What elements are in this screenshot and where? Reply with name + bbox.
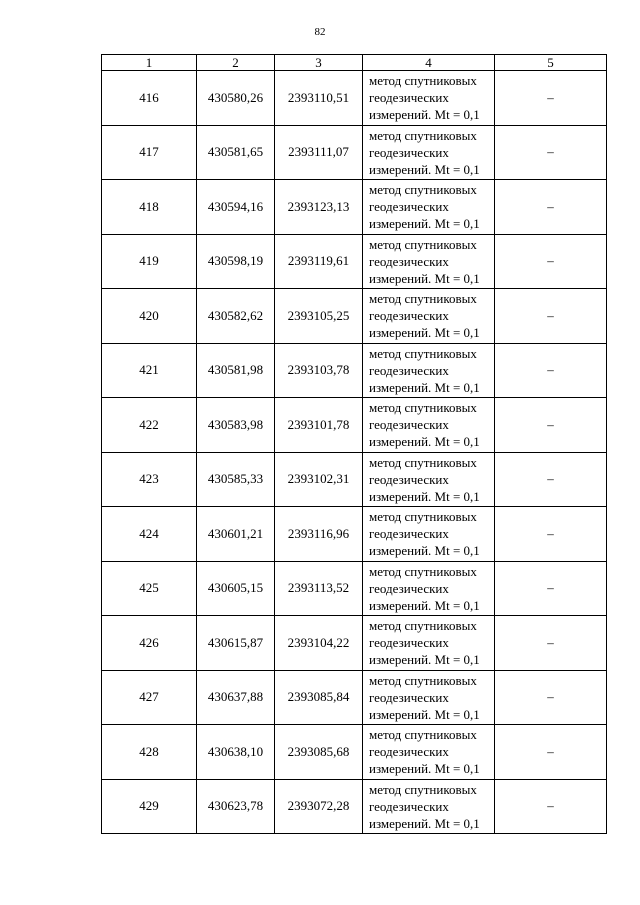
x-coordinate-cell: 430594,16: [197, 180, 275, 235]
table-row: [102, 180, 607, 235]
method-text-line: метод спутниковых: [369, 454, 477, 470]
method-text-line: метод спутниковых: [369, 618, 477, 634]
method-text-line: геодезических: [369, 635, 449, 651]
column-header-2: 2: [197, 55, 275, 71]
page-number: 82: [314, 26, 326, 38]
column-header-5: 5: [495, 55, 607, 71]
note-cell: –: [495, 561, 607, 616]
table-row: [102, 616, 607, 671]
y-coordinate-cell: 2393105,25: [275, 289, 363, 344]
method-cell: [363, 180, 495, 235]
x-coordinate-cell: 430615,87: [197, 616, 275, 671]
x-coordinate-cell: 430601,21: [197, 507, 275, 562]
x-coordinate-cell: 430605,15: [197, 561, 275, 616]
method-cell: [363, 670, 495, 725]
y-coordinate-cell: 2393119,61: [275, 234, 363, 289]
method-text-line: метод спутниковых: [369, 781, 477, 797]
method-text-line: измерений. Mt = 0,1: [369, 761, 480, 777]
method-text-line: метод спутниковых: [369, 127, 477, 143]
method-cell: [363, 452, 495, 507]
method-text-line: измерений. Mt = 0,1: [369, 379, 480, 395]
table-row: [102, 507, 607, 562]
note-cell: –: [495, 234, 607, 289]
method-cell: [363, 561, 495, 616]
method-text-line: измерений. Mt = 0,1: [369, 706, 480, 722]
method-text-line: метод спутниковых: [369, 236, 477, 252]
method-cell: [363, 616, 495, 671]
note-cell: –: [495, 180, 607, 235]
point-number-cell: 417: [102, 125, 197, 180]
note-cell: –: [495, 343, 607, 398]
point-number-cell: 423: [102, 452, 197, 507]
method-text-line: измерений. Mt = 0,1: [369, 270, 480, 286]
method-text-line: метод спутниковых: [369, 73, 477, 89]
y-coordinate-cell: 2393101,78: [275, 398, 363, 453]
method-text-line: измерений. Mt = 0,1: [369, 161, 480, 177]
note-cell: –: [495, 779, 607, 834]
method-text-line: геодезических: [369, 580, 449, 596]
point-number-cell: 427: [102, 670, 197, 725]
method-text-line: измерений. Mt = 0,1: [369, 325, 480, 341]
method-text-line: геодезических: [369, 90, 449, 106]
y-coordinate-cell: 2393085,68: [275, 725, 363, 780]
table-row: [102, 289, 607, 344]
method-text-line: метод спутниковых: [369, 182, 477, 198]
y-coordinate-cell: 2393123,13: [275, 180, 363, 235]
x-coordinate-cell: 430582,62: [197, 289, 275, 344]
note-cell: –: [495, 616, 607, 671]
point-number-cell: 422: [102, 398, 197, 453]
x-coordinate-cell: 430637,88: [197, 670, 275, 725]
column-header-4: 4: [363, 55, 495, 71]
point-number-cell: 429: [102, 779, 197, 834]
method-text-line: метод спутниковых: [369, 509, 477, 525]
table-row: [102, 398, 607, 453]
method-text-line: метод спутниковых: [369, 727, 477, 743]
method-text-line: измерений. Mt = 0,1: [369, 543, 480, 559]
method-text-line: геодезических: [369, 526, 449, 542]
point-number-cell: 420: [102, 289, 197, 344]
method-cell: [363, 125, 495, 180]
method-text-line: метод спутниковых: [369, 563, 477, 579]
method-text-line: измерений. Mt = 0,1: [369, 815, 480, 831]
y-coordinate-cell: 2393085,84: [275, 670, 363, 725]
coordinates-table: [101, 54, 607, 834]
y-coordinate-cell: 2393102,31: [275, 452, 363, 507]
x-coordinate-cell: 430638,10: [197, 725, 275, 780]
method-text-line: измерений. Mt = 0,1: [369, 216, 480, 232]
table-row: [102, 343, 607, 398]
method-cell: [363, 398, 495, 453]
table-row: [102, 125, 607, 180]
y-coordinate-cell: 2393111,07: [275, 125, 363, 180]
table-row: [102, 234, 607, 289]
point-number-cell: 416: [102, 71, 197, 126]
method-text-line: метод спутниковых: [369, 672, 477, 688]
x-coordinate-cell: 430583,98: [197, 398, 275, 453]
table-row: [102, 71, 607, 126]
method-cell: [363, 71, 495, 126]
table-row: [102, 670, 607, 725]
method-text-line: измерений. Mt = 0,1: [369, 652, 480, 668]
y-coordinate-cell: 2393113,52: [275, 561, 363, 616]
method-text-line: геодезических: [369, 253, 449, 269]
table-header-row: [102, 55, 607, 71]
y-coordinate-cell: 2393110,51: [275, 71, 363, 126]
y-coordinate-cell: 2393103,78: [275, 343, 363, 398]
table-row: [102, 561, 607, 616]
table-body: [102, 71, 607, 834]
method-cell: [363, 289, 495, 344]
method-text-line: геодезических: [369, 308, 449, 324]
note-cell: –: [495, 507, 607, 562]
method-text-line: геодезических: [369, 199, 449, 215]
method-cell: [363, 343, 495, 398]
point-number-cell: 424: [102, 507, 197, 562]
column-header-1: 1: [102, 55, 197, 71]
x-coordinate-cell: 430598,19: [197, 234, 275, 289]
method-text-line: метод спутниковых: [369, 291, 477, 307]
method-text-line: геодезических: [369, 144, 449, 160]
method-text-line: геодезических: [369, 417, 449, 433]
method-cell: [363, 507, 495, 562]
method-text-line: геодезических: [369, 689, 449, 705]
method-text-line: метод спутниковых: [369, 400, 477, 416]
table-row: [102, 725, 607, 780]
point-number-cell: 425: [102, 561, 197, 616]
x-coordinate-cell: 430581,65: [197, 125, 275, 180]
note-cell: –: [495, 725, 607, 780]
x-coordinate-cell: 430585,33: [197, 452, 275, 507]
note-cell: –: [495, 125, 607, 180]
note-cell: –: [495, 71, 607, 126]
note-cell: –: [495, 398, 607, 453]
note-cell: –: [495, 670, 607, 725]
y-coordinate-cell: 2393116,96: [275, 507, 363, 562]
y-coordinate-cell: 2393072,28: [275, 779, 363, 834]
column-header-3: 3: [275, 55, 363, 71]
y-coordinate-cell: 2393104,22: [275, 616, 363, 671]
note-cell: –: [495, 452, 607, 507]
point-number-cell: 421: [102, 343, 197, 398]
method-text-line: измерений. Mt = 0,1: [369, 488, 480, 504]
method-cell: [363, 779, 495, 834]
x-coordinate-cell: 430581,98: [197, 343, 275, 398]
method-text-line: измерений. Mt = 0,1: [369, 434, 480, 450]
method-cell: [363, 725, 495, 780]
note-cell: –: [495, 289, 607, 344]
method-text-line: геодезических: [369, 798, 449, 814]
point-number-cell: 418: [102, 180, 197, 235]
point-number-cell: 419: [102, 234, 197, 289]
method-text-line: измерений. Mt = 0,1: [369, 107, 480, 123]
method-text-line: метод спутниковых: [369, 345, 477, 361]
point-number-cell: 428: [102, 725, 197, 780]
method-cell: [363, 234, 495, 289]
x-coordinate-cell: 430580,26: [197, 71, 275, 126]
method-text-line: измерений. Mt = 0,1: [369, 597, 480, 613]
x-coordinate-cell: 430623,78: [197, 779, 275, 834]
method-text-line: геодезических: [369, 471, 449, 487]
method-text-line: геодезических: [369, 744, 449, 760]
method-text-line: геодезических: [369, 362, 449, 378]
table-row: [102, 452, 607, 507]
point-number-cell: 426: [102, 616, 197, 671]
table-row: [102, 779, 607, 834]
